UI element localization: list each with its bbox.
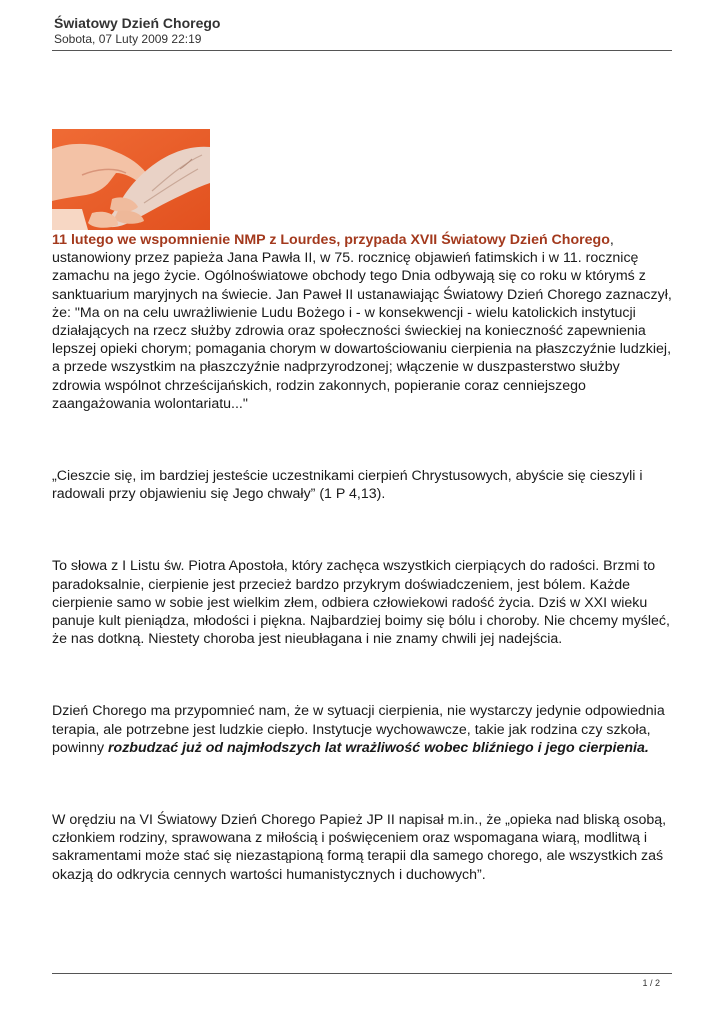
paragraph-quote: „Cieszcie się, im bardziej jesteście uczestnikami cierpień Chrystusowych, abyście się cieszyli i radowali przy objawieniu się Jego chwały” (1 P 4,13). <box>52 468 643 503</box>
paragraph-pope: W orędziu na VI Światowy Dzień Chorego Papież JP II napisał m.in., że „opieka nad bliską osobą, członkiem rodziny, sprawowana z miłością i poświęceniem oraz wspomagana wiarą, modlitwą i sakramentami może stać się niezastąpioną formą terapii dla samego chorego, ale wszystkich zaś okazją do odkrycia cennych wartości humanistycznych i duchowych”. <box>52 812 667 883</box>
article-date: Sobota, 07 Luty 2009 22:19 <box>54 32 202 46</box>
message-text: Dzień Chorego ma przypomnieć nam, że w sytuacji cierpienia, nie wystarczy jedynie odpowiednia terapia, ale potrzebne jest ludzkie ciepło. Instytucje wychowawcze, takie jak rodzina czy szkoła, powinny <box>52 703 665 756</box>
intro-text: , ustanowiony przez papieża Jana Pawła II, w 75. rocznicę objawień fatimskich i w 11. rocznicę zamachu na jego życie. Ogólnoświatowe obchody tego Dnia odbywają się co roku w którymś z sanktuarium maryjnych na świecie. Jan Paweł II ustanawiając Światowy Dzień Chorego zaznaczył, że: "Ma on na celu uwrażliwienie Ludu Bożego i - w konsekwencji - wielu katolickich instytucji działających na rzecz służby zdrowia oraz społeczności świeckiej na konieczność zapewnienia lepszej opieki chorym; pomagania chorym w dowartościowaniu cierpienia na płaszczyźnie ludzkiej, a przede wszystkim na płaszczyźnie nadprzyrodzonej; włączenie w duszpasterstwo służby zdrowia wspólnot chrześcijańskich, rodzin zakonnych, popieranie coraz cenniejszego zaangażowania wolontariatu..." <box>52 232 672 412</box>
paragraph-intro <box>52 231 672 413</box>
article-lead: 11 lutego we wspomnienie NMP z Lourdes, przypada XVII Światowy Dzień Chorego <box>52 232 610 248</box>
article-body <box>52 231 672 884</box>
footer-divider <box>52 973 672 974</box>
page-number: 1 / 2 <box>642 978 660 988</box>
header-divider <box>52 50 672 51</box>
message-emphasis: rozbudzać już od najmłodszych lat wrażliwość wobec bliźniego i jego cierpienia. <box>108 739 649 756</box>
hands-photo <box>52 129 210 230</box>
article-title: Światowy Dzień Chorego <box>54 15 221 31</box>
paragraph-commentary: To słowa z I Listu św. Piotra Apostoła, który zachęca wszystkich cierpiących do radości. Brzmi to paradoksalnie, cierpienie jest przecież bardzo przykrym doświadczeniem, jest bólem. Każde cierpienie samo w sobie jest wielkim złem, odbiera człowiekowi radość życia. Dziś w XXI wieku panuje kult pieniądza, młodości i piękna. Najbardziej boimy się bólu i choroby. Nie chcemy myśleć, że nas dotkną. Niestety choroba jest nieubłagana i nie znamy chwili jej nadejścia. <box>52 558 670 648</box>
page-header <box>54 15 220 47</box>
paragraph-message <box>52 702 672 757</box>
